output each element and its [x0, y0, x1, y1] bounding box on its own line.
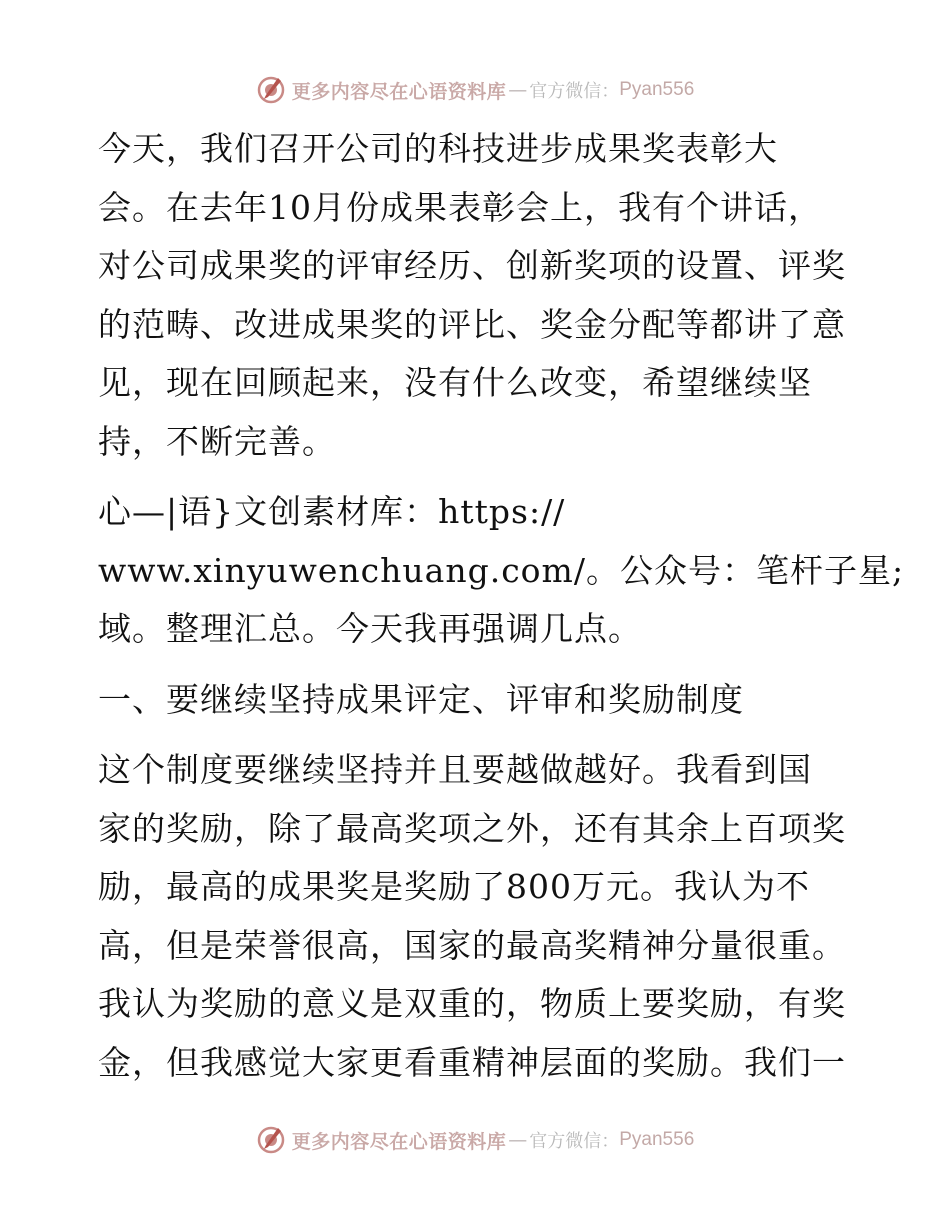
quill-logo-icon [256, 1125, 286, 1155]
section-heading [98, 671, 858, 730]
banner-wechat-id: Pyan556 [619, 79, 695, 100]
text-line: 金，但我感觉大家更看重精神层面的奖励。我们一 [98, 1042, 846, 1082]
banner-separator: — [508, 1129, 528, 1151]
banner-brand-text: 更多内容尽在心语资料库 [291, 80, 507, 103]
text-line: 今天，我们召开公司的科技进步成果奖表彰大 [98, 129, 778, 168]
text-line: 高，但是荣誉很高，国家的最高奖精神分量很重。 [98, 925, 846, 965]
footer-watermark-banner [0, 1120, 950, 1160]
paragraph-1 [98, 120, 858, 471]
text-line: 家的奖励，除了最高奖项之外，还有其余上百项奖 [98, 808, 846, 848]
paragraph-2 [98, 483, 905, 659]
document-body [98, 120, 905, 1104]
quill-logo-icon [256, 75, 286, 105]
banner-brand-text: 更多内容尽在心语资料库 [291, 1130, 507, 1153]
text-line: 持，不断完善。 [98, 421, 336, 461]
text-line: www.xinyuwenchuang.com/。公众号：笔杆子星; [98, 550, 905, 590]
banner-wechat-id: Pyan556 [619, 1129, 695, 1150]
heading-line: 一、要继续坚持成果评定、评审和奖励制度 [98, 679, 744, 719]
banner-official-label: 官方微信： [529, 1131, 620, 1152]
text-line: 励，最高的成果奖是奖励了800万元。我认为不 [98, 867, 810, 906]
text-line: 域。整理汇总。今天我再强调几点。 [98, 609, 642, 648]
text-line: 的范畴、改进成果奖的评比、奖金分配等都讲了意 [98, 304, 846, 344]
text-line: 这个制度要继续坚持并且要越做越好。我看到国 [98, 750, 812, 789]
text-line: 我认为奖励的意义是双重的，物质上要奖励，有奖 [98, 984, 846, 1023]
header-watermark-banner [0, 70, 950, 110]
text-line: 心—|语}文创素材库：https:// [98, 492, 566, 531]
banner-official-label: 官方微信： [529, 81, 620, 102]
text-line: 见，现在回顾起来，没有什么改变，希望继续坚 [98, 363, 812, 402]
paragraph-3 [98, 741, 858, 1092]
text-line: 会。在去年10月份成果表彰会上，我有个讲话， [98, 187, 822, 227]
text-line: 对公司成果奖的评审经历、创新奖项的设置、评奖 [98, 246, 846, 285]
banner-separator: — [508, 79, 528, 101]
